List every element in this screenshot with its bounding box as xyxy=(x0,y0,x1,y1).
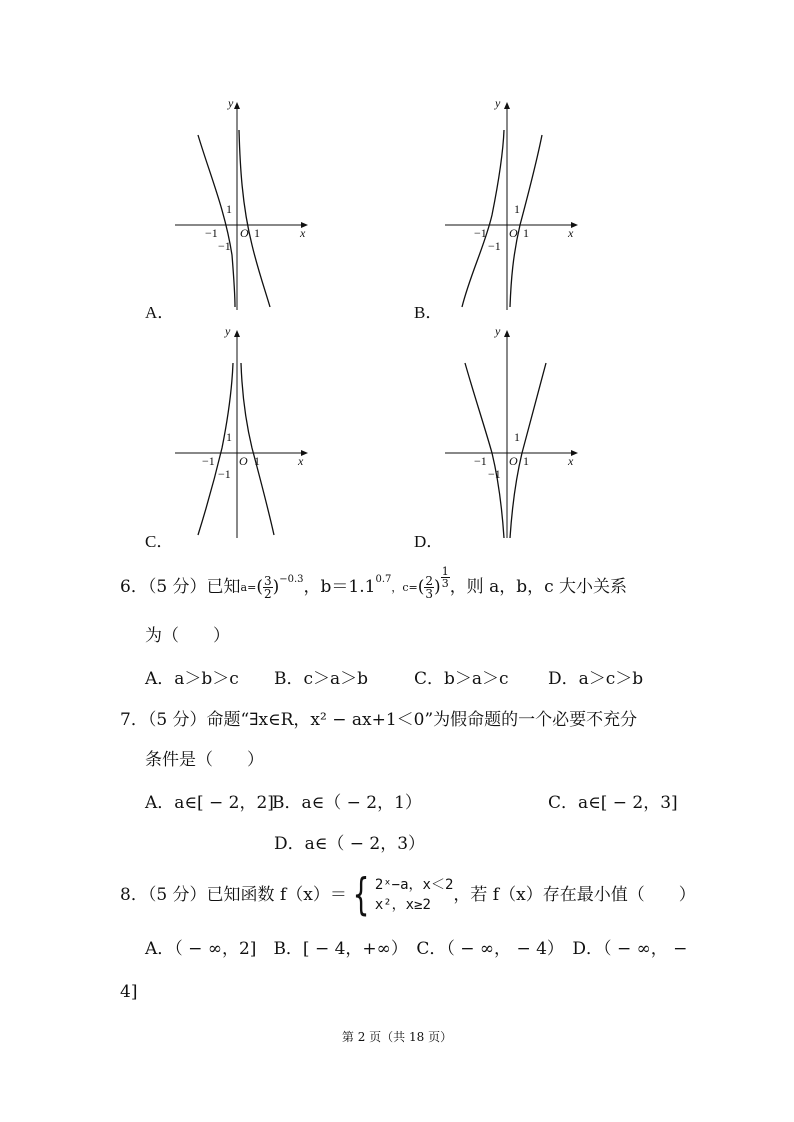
q7-option-a[interactable]: A．a∈[ − 2，2] xyxy=(145,793,274,813)
q6-prefix: 6．（5 分）已知 xyxy=(120,577,241,597)
x-axis-label: x xyxy=(568,226,574,240)
question-7-stem: 7．（5 分）命题“∃x∈R，x² − ax+1＜0”为假命题的一个必要不充分 xyxy=(120,710,638,730)
graph-d xyxy=(440,323,590,543)
q6-c-exp-den: 3 xyxy=(441,577,449,590)
y-axis-label: y xyxy=(495,324,501,338)
q7-option-d[interactable]: D．a∈（ − 2，3） xyxy=(274,834,426,854)
graph-a-svg xyxy=(170,95,320,315)
tick-neg1: −1 xyxy=(218,239,231,253)
origin-label: O xyxy=(240,226,249,240)
q6-paren: ) xyxy=(434,577,441,597)
q6-a-label: a= xyxy=(240,581,257,594)
question-8-stem xyxy=(120,870,696,920)
q6-b-text: ，b＝1.1 xyxy=(303,577,376,597)
question-6-line2: 为（ ） xyxy=(145,626,230,646)
q8-options[interactable]: A．（ − ∞，2] B．[ − 4，+∞） C．（ − ∞， − 4） D．（ − ∞， − xyxy=(145,939,688,959)
graph-c xyxy=(170,323,320,543)
tick-neg1: −1 xyxy=(488,467,501,481)
q8-suffix: ，若 f（x）存在最小值（ ） xyxy=(453,884,696,905)
question-6-stem xyxy=(120,565,628,601)
x-axis-label: x xyxy=(298,454,304,468)
q6-c-num: 2 xyxy=(425,574,434,588)
graph-d-label[interactable]: D． xyxy=(414,532,444,551)
graph-b xyxy=(440,95,590,315)
graph-a xyxy=(170,95,320,315)
q8-prefix: 8．（5 分）已知函数 f（x）＝ xyxy=(120,884,347,905)
graph-b-label[interactable]: B． xyxy=(414,303,443,322)
origin-label: O xyxy=(239,454,248,468)
tick-1: 1 xyxy=(514,202,520,216)
q6-option-b[interactable]: B．c＞a＞b xyxy=(274,669,369,689)
tick-1: 1 xyxy=(523,454,529,468)
question-7-line2: 条件是（ ） xyxy=(145,750,264,770)
q7-option-c[interactable]: C．a∈[ − 2，3] xyxy=(548,793,678,813)
q6-suffix: ，则 a，b，c 大小关系 xyxy=(449,577,628,597)
y-axis-label: y xyxy=(228,96,234,110)
origin-label: O xyxy=(509,454,518,468)
q6-a-fraction xyxy=(263,575,273,600)
tick-1: 1 xyxy=(254,226,260,240)
q6-c-exponent xyxy=(441,566,450,589)
tick-1: 1 xyxy=(226,430,232,444)
tick-1: 1 xyxy=(226,202,232,216)
q8-options-wrap: 4] xyxy=(120,982,138,1002)
tick-neg1: −1 xyxy=(202,454,215,468)
graph-d-svg xyxy=(440,323,590,543)
tick-neg1: −1 xyxy=(488,239,501,253)
q6-option-d[interactable]: D．a＞c＞b xyxy=(548,669,644,689)
tick-neg1: −1 xyxy=(218,467,231,481)
y-axis-label: y xyxy=(225,324,231,338)
q6-option-a[interactable]: A．a＞b＞c xyxy=(145,669,239,689)
graph-c-svg xyxy=(170,323,320,543)
q7-option-b[interactable]: B．a∈（ − 2，1） xyxy=(272,793,422,813)
q6-c-den: 3 xyxy=(425,587,434,601)
tick-1: 1 xyxy=(254,454,260,468)
q6-a-exponent: −0.3 xyxy=(279,573,304,585)
q6-c-exp-num: 1 xyxy=(441,565,449,578)
tick-neg1: −1 xyxy=(205,226,218,240)
graph-c-label[interactable]: C． xyxy=(145,532,174,551)
q8-case-1: 2ˣ−a，x＜2 xyxy=(374,876,454,893)
q6-option-c[interactable]: C．b＞a＞c xyxy=(414,669,509,689)
q6-paren: ) xyxy=(272,577,280,597)
q6-c-label: ，c= xyxy=(391,581,418,594)
q6-c-fraction xyxy=(424,575,434,600)
graph-a-label[interactable]: A． xyxy=(145,303,175,322)
tick-1: 1 xyxy=(514,430,520,444)
piecewise-brace: { xyxy=(352,869,370,920)
graph-b-svg xyxy=(440,95,590,315)
tick-neg1: −1 xyxy=(474,226,487,240)
q8-case-2: x²，x≥2 xyxy=(374,897,431,913)
origin-label: O xyxy=(509,226,518,240)
q6-b-exponent: 0.7 xyxy=(375,573,392,585)
x-axis-label: x xyxy=(300,226,306,240)
q6-paren: ( xyxy=(256,577,263,597)
page-footer: 第 2 页（共 18 页） xyxy=(341,1030,453,1044)
q6-a-num: 3 xyxy=(263,574,272,588)
tick-neg1: −1 xyxy=(474,454,487,468)
y-axis-label: y xyxy=(495,96,501,110)
piecewise-cases xyxy=(375,875,454,916)
q6-a-den: 2 xyxy=(263,587,272,601)
tick-1: 1 xyxy=(523,226,529,240)
x-axis-label: x xyxy=(568,454,574,468)
q6-paren: ( xyxy=(417,577,425,597)
